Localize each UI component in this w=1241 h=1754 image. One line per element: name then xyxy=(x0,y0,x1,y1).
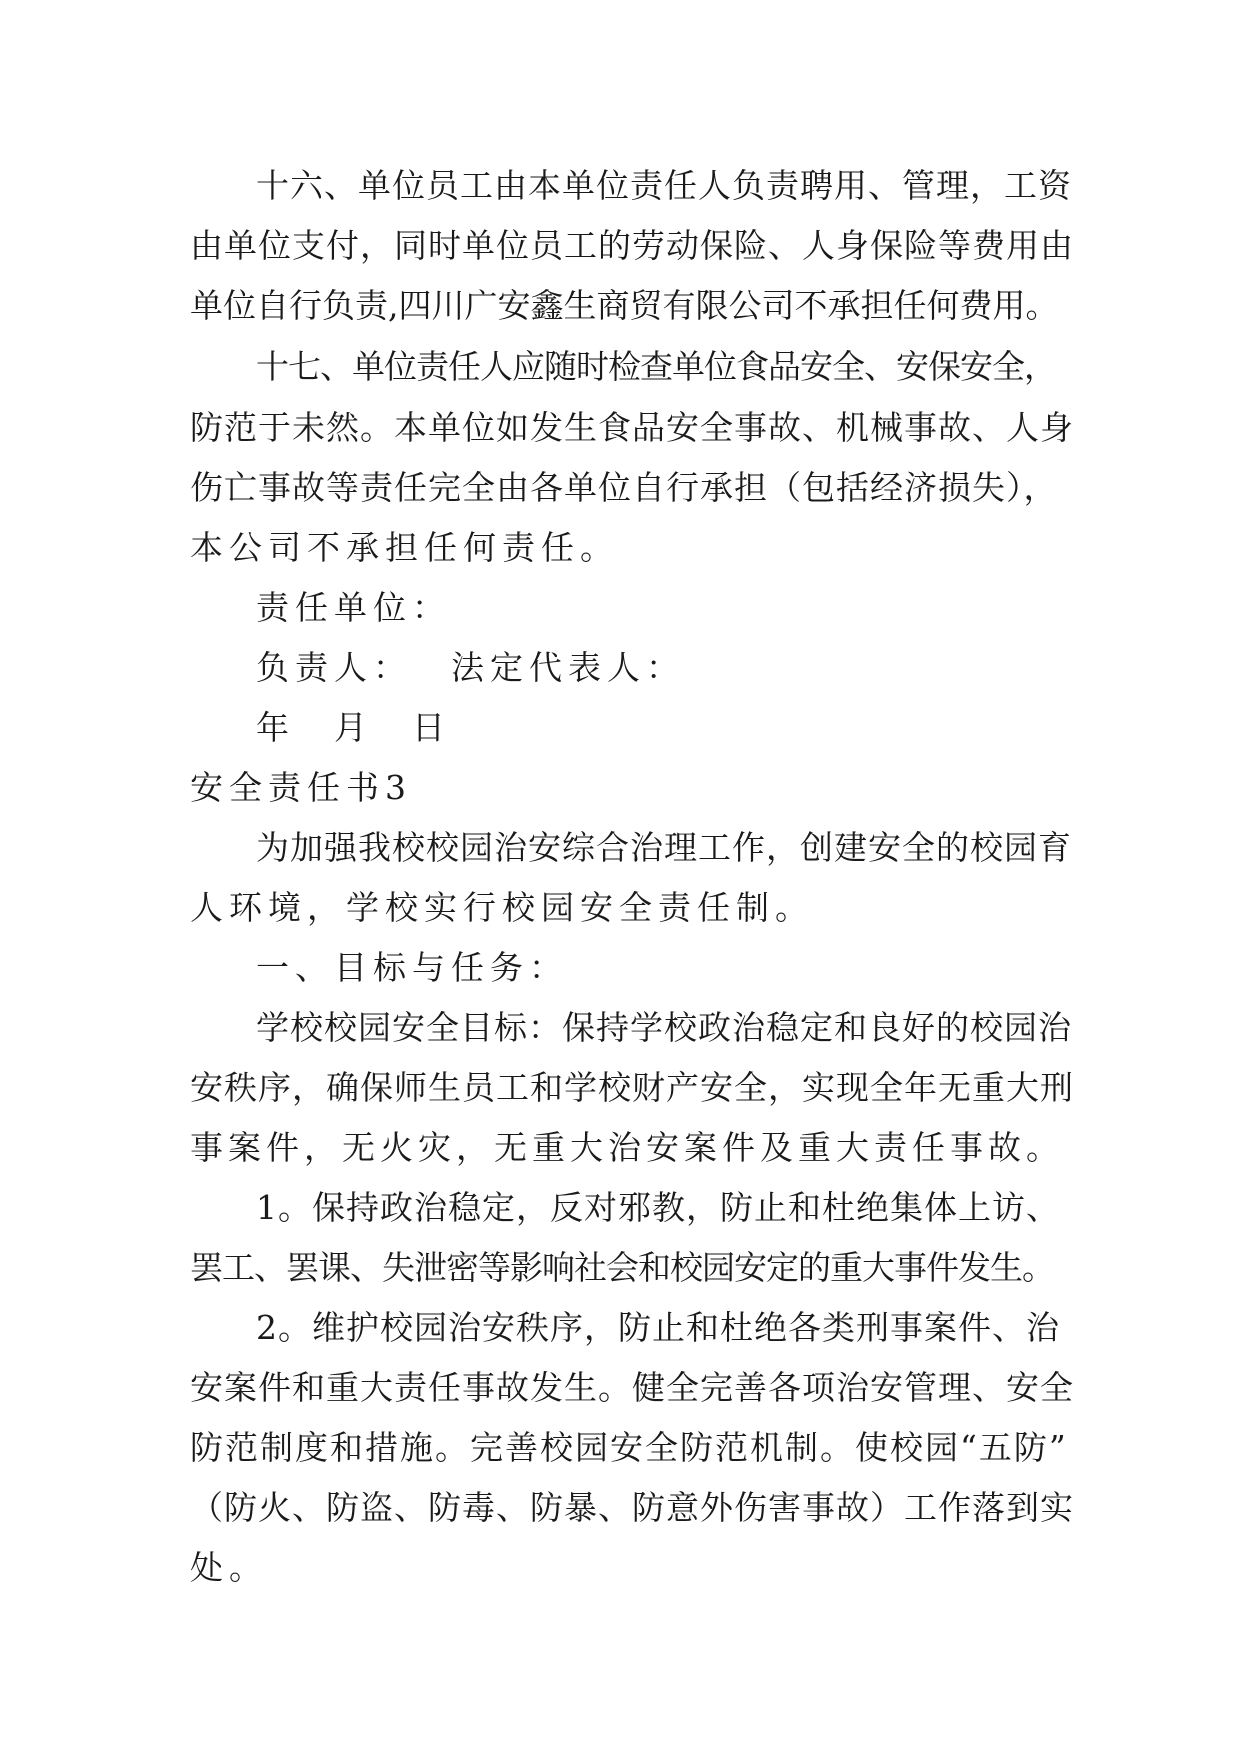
paragraph-17-line-1: 十七、单位责任人应随时检查单位食品安全、安保安全， xyxy=(256,347,1056,386)
paragraph-16-line-3: 单位自行负责,四川广安鑫生商贸有限公司不承担任何费用。 xyxy=(190,286,1059,325)
paragraph-17-line-2: 防范于未然。本单位如发生食品安全事故、机械事故、人身 xyxy=(190,408,1074,447)
signature-persons: 负责人： 法定代表人： xyxy=(256,648,685,687)
item-2-line-4: （防火、防盗、防毒、防暴、防意外伤害事故）工作落到实 xyxy=(190,1488,1074,1527)
goal-line-3: 事案件，无火灾，无重大治安案件及重大责任事故。 xyxy=(190,1128,1064,1167)
intro-line-2: 人环境，学校实行校园安全责任制。 xyxy=(190,888,814,927)
goal-line-1: 学校校园安全目标：保持学校政治稳定和良好的校园治 xyxy=(256,1008,1072,1047)
item-2-line-2: 安案件和重大责任事故发生。健全完善各项治安管理、安全 xyxy=(190,1368,1074,1407)
intro-line-1: 为加强我校校园治安综合治理工作，创建安全的校园育 xyxy=(256,828,1072,867)
signature-unit: 责任单位： xyxy=(256,588,451,627)
item-2-line-1: 2。维护校园治安秩序，防止和杜绝各类刑事案件、治 xyxy=(256,1308,1060,1347)
item-2-line-5: 处。 xyxy=(190,1548,268,1587)
signature-date: 年 月 日 xyxy=(256,708,451,747)
paragraph-17-line-3: 伤亡事故等责任完全由各单位自行承担（包括经济损失）， xyxy=(190,468,1058,507)
item-1-line-1: 1。保持政治稳定，反对邪教，防止和杜绝集体上访、 xyxy=(256,1188,1060,1227)
goal-line-2: 安秩序，确保师生员工和学校财产安全，实现全年无重大刑 xyxy=(190,1068,1074,1107)
heading-goals: 一、目标与任务： xyxy=(256,948,568,987)
item-1-line-2: 罢工、罢课、失泄密等影响社会和校园安定的重大事件发生。 xyxy=(190,1248,1054,1287)
paragraph-16-line-1: 十六、单位员工由本单位责任人负责聘用、管理，工资 xyxy=(256,166,1072,205)
paragraph-17-line-4: 本公司不承担任何责任。 xyxy=(190,528,619,567)
section-title: 安全责任书3 xyxy=(190,768,412,807)
item-2-line-3: 防范制度和措施。完善校园安全防范机制。使校园“五防” xyxy=(190,1428,1068,1467)
paragraph-16-line-2: 由单位支付，同时单位员工的劳动保险、人身保险等费用由 xyxy=(190,226,1074,265)
